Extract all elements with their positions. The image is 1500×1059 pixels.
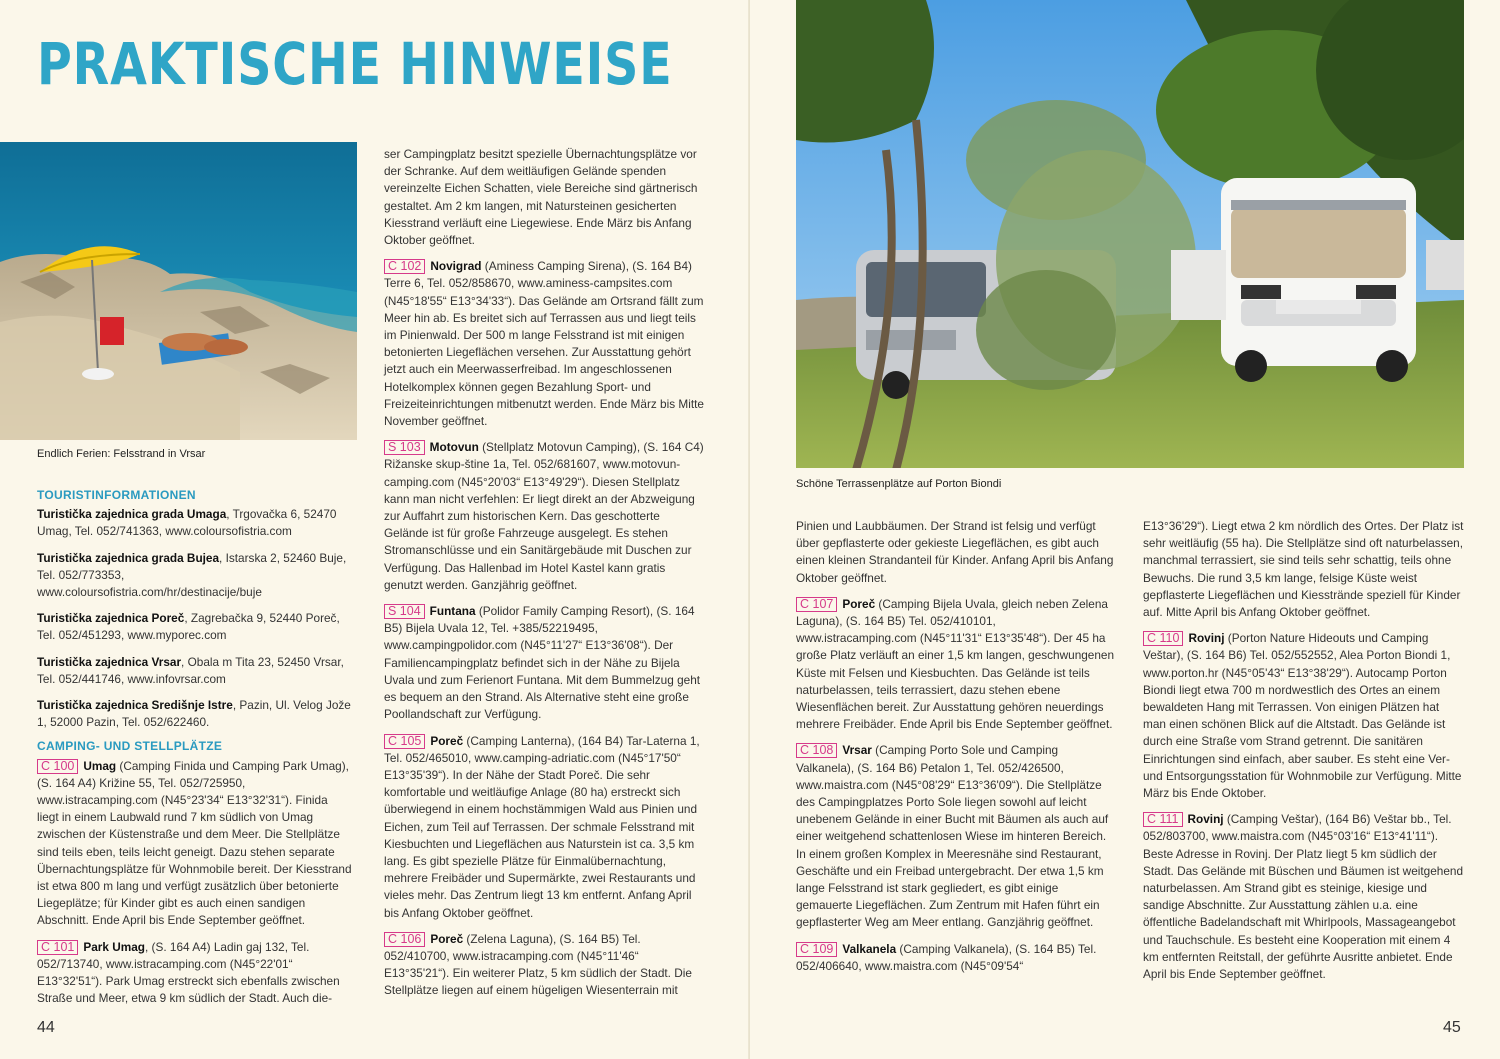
tourist-office-name: Turistička zajednica grada Bujea [37, 550, 220, 565]
tourist-office-details: , Trgovačka 6, 52470 Umag, Tel. 052/741363, www.coloursofistria.com [37, 507, 337, 539]
camping-entry [37, 939, 352, 1008]
site-name: Rovinj [1187, 812, 1224, 827]
tourist-office-name: Turistička zajednica Središnje Istre [37, 698, 233, 713]
page-number-right: 45 [1443, 1019, 1461, 1036]
camping-entry [796, 596, 1117, 734]
site-name: Funtana [429, 604, 476, 619]
camping-entries-col1 [37, 758, 352, 1008]
camping-entries-col3 [796, 596, 1117, 975]
camping-entry [384, 258, 704, 430]
camping-entry [384, 733, 704, 922]
site-code-badge: S 104 [384, 604, 425, 619]
camping-entry [796, 941, 1117, 975]
site-code-badge: C 102 [384, 259, 425, 274]
beach-photo [0, 142, 357, 440]
site-code-badge: C 105 [384, 734, 425, 749]
col4-intro-text: E13°36'29“). Liegt etwa 2 km nördlich des Ortes. Der Platz ist sehr weitläufig (55 ha). Die Stellplätze sind oft naturbelassen, manchmal terrassiert, sie sind teils sehr schattig, teils ohne Bewuchs. Die rund 3,5 km lange, felsige Küste weist gepflasterte Liegeflächen und Kiesstrände speziell für Kinder auf. Mitte April bis Anfang Oktober geöffnet. [1143, 519, 1464, 620]
camper-photo [796, 0, 1464, 468]
site-description: (Polidor Family Camping Resort), (S. 164 B5) Bijela Uvala 12, Tel. +385/52219495, www.campingpolidor.com (N45°11'27“ E13°36'08“). Der Familiencampingplatz befindet sich in der Nähe zu Bijela Uvala und zum Ferienort Funtana. Mit dem Bummelzug geht es bequem an den Strand. Als Alternative steht eine große Poollandschaft zur Verfügung. [384, 604, 701, 722]
camping-entries-col4 [1143, 630, 1464, 983]
tourist-info-entry [37, 550, 352, 602]
site-name: Park Umag [83, 939, 145, 954]
site-name: Valkanela [842, 941, 897, 956]
tourist-info-entry [37, 654, 352, 688]
tourist-info-entry [37, 697, 352, 731]
site-description: (Aminess Camping Sirena), (S. 164 B4) Terre 6, Tel. 052/858670, www.aminess-campsites.com (N45°18'55“ E13°34'33“). Das Gelände am Ortsrand fällt zum Meer hin ab. Es breitet sich auf Terrassen aus und liegt teils im Pinienwald. Der 500 m lange Felsstrand ist mit einigen betonierten Liegeflächen versehen. Zur Ausstattung gehört jetzt auch ein Meerwasserfreibad. Im angeschlossenen Hotelkomplex können gegen Bezahlung Sport- und Freizeiteinrichtungen mitbenutzt werden. Ende März bis Mitte November geöffnet. [384, 259, 704, 429]
tourist-office-name: Turistička zajednica Vrsar [37, 654, 182, 669]
site-description: (Stellplatz Motovun Camping), (S. 164 C4) Rižanske skup-štine 1a, Tel. 052/681607, www.motovun-camping.com (N45°20'03“ E13°49'29“). Diesen Stellplatz kann man nicht verfehlen: Er liegt direkt an der Abzweigung zur Auffahrt zum historischen Kern. Das geschotterte Gelände ist für große Fahrzeuge ausgelegt. Es stehen Stromanschlüsse und ein Sanitärgebäude mit Duschen zur Verfügung. Das Hallenbad im Hotel Kastel kann gratis genutzt werden. Ganzjährig geöffnet. [384, 440, 704, 592]
tourist-info-entry [37, 610, 352, 644]
site-description: (Camping Veštar), (164 B6) Veštar bb., Tel. 052/803700, www.maistra.com (N45°03'16“ E13°41'11“). Beste Adresse in Rovinj. Der Platz liegt 5 km südlich der Stadt. Das Gelände mit Büschen und Bäumen ist weitgehend naturbelassen. Am Strand gibt es steinige, kiesige und sandige Abschnitte. Zur Ausstattung zählen u.a. eine öffentliche Badelandschaft mit Whirlpools, Massageangebot und Tauchschule. Es besteht eine Kooperation mit einem 4 km entfernten Reitstall, der geführte Ausritte anbietet. Ende April bis Ende September geöffnet. [1143, 812, 1464, 982]
site-code-badge: C 108 [796, 743, 837, 758]
tourist-office-name: Turistička zajednica Poreč [37, 611, 185, 626]
site-description: (Camping Bijela Uvala, gleich neben Zelena Laguna), (S. 164 B5) Tel. 052/410101, www.istracamping.com (N45°11'31“ E13°35'48“). Der 45 ha große Platz verläuft an einer 1,5 km langen, geschwungenen Küste mit Felsen und Kiesbuchten. Das Gelände ist teils naturbelassen, teils terrassiert, dazu stehen ebene Wiesenflächen bereit. Zur Ausstattung gehören neuerdings mehrere Freibäder. Ende April bis Ende September geöffnet. [796, 596, 1115, 732]
column-1 [37, 487, 352, 1016]
col2-intro-text: ser Campingplatz besitzt spezielle Übernachtungsplätze vor der Schranke. Auf dem weitläufigen Gelände spenden vereinzelte Eichen Schatten, viele Bereiche sind gärtnerisch gestaltet. Am 2 km langen, mit Natursteinen gesicherten Kiesstrand verläuft eine Liegewiese. Ende März bis Anfang Oktober geöffnet. [384, 147, 698, 248]
right-page [750, 0, 1500, 1059]
site-name: Poreč [430, 931, 464, 946]
tourist-info-entry [37, 506, 352, 540]
column-3 [796, 518, 1117, 984]
tourist-info-list [37, 506, 352, 731]
tourist-info-heading: TOURISTINFORMATIONEN [37, 488, 196, 502]
site-name: Rovinj [1188, 631, 1225, 646]
site-description: (Camping Valkanela), (S. 164 B5) Tel. 052/406640, www.maistra.com (N45°09'54“ [796, 941, 1097, 973]
camper-photo-caption: Schöne Terrassenplätze auf Porton Biondi [796, 478, 1002, 490]
site-description: (Zelena Laguna), (S. 164 B5) Tel. 052/410700, www.istracamping.com (N45°11'46“ E13°35'21“). Ein weiterer Platz, 5 km südlich der Stadt. Die Stellplätze liegen auf einem hügeligen Wiesenterrain mit [384, 931, 692, 998]
tourist-office-details: , Zagrebačka 9, 52440 Poreč, Tel. 052/451293, www.myporec.com [37, 611, 340, 643]
beach-photo-caption: Endlich Ferien: Felsstrand in Vrsar [37, 448, 206, 460]
tourist-office-details: , Pazin, Ul. Velog Jože 1, 52000 Pazin, Tel. 052/622460. [37, 698, 351, 730]
site-description: (Camping Finida und Camping Park Umag), (S. 164 A4) Križine 55, Tel. 052/725950, www.istracamping.com (N45°23'34“ E13°32'31“). Finida liegt in einem Laubwald rund 7 km südlich von Umag zwischen der Küstenstraße und dem Meer. Die Stellplätze sind teils eben, teils leicht geneigt. Dazu stehen separate Übernachtungsplätze für Wohnmobile bereit. Der Kiesstrand ist etwa 800 m lang und verfügt zusätzlich über betonierte Liegeplätze; für Kinder gibt es auch einen sandigen Abschnitt. Ende April bis Ende September geöffnet. [37, 758, 352, 928]
site-name: Umag [83, 758, 117, 773]
camping-entry [384, 603, 704, 723]
site-code-badge: S 103 [384, 440, 425, 455]
site-code-badge: C 107 [796, 597, 837, 612]
column-4 [1143, 518, 1464, 992]
site-code-badge: C 100 [37, 759, 78, 774]
site-name: Motovun [429, 440, 479, 455]
camping-entry [1143, 630, 1464, 802]
page-number-left: 44 [37, 1019, 55, 1036]
tourist-office-details: , Istarska 2, 52460 Buje, Tel. 052/773353, www.coloursofistria.com/hr/destinacije/buje [37, 550, 347, 600]
camping-entry [796, 742, 1117, 931]
site-code-badge: C 110 [1143, 631, 1183, 646]
site-name: Poreč [430, 733, 464, 748]
camping-entry [1143, 811, 1464, 983]
col3-intro-text: Pinien und Laubbäumen. Der Strand ist felsig und verfügt über gepflasterte oder gekieste Liegeflächen, es gibt auch einen kleinen Strandanteil für Kinder. Anfang April bis Anfang Oktober geöffnet. [796, 519, 1114, 585]
site-description: , (S. 164 A4) Ladin gaj 132, Tel. 052/713740, www.istracamping.com (N45°22'01“ E13°32'51“). Park Umag erstreckt sich ebenfalls zwischen Straße und Meer, etwa 9 km südlich der Stadt. Auch die- [37, 939, 340, 1006]
column-2 [384, 146, 704, 1009]
site-description: (Camping Porto Sole und Camping Valkanela), (S. 164 B6) Petalon 1, Tel. 052/426500, www.maistra.com (N45°08'29“ E13°36'09“). Die Stellplätze des Campingplatzes Porto Sole liegen sowohl auf leicht unebenem Gelände in einer Bucht mit Bäumen als auch auf einer weitgehend schattenlosen Wiese im hinteren Bereich. In einem großen Komplex in Meeresnähe sind Restaurant, Geschäfte und ein Freibad untergebracht. Der etwa 1,5 km lange Felsstrand ist stark gegliedert, es gibt einige gemauerte Liegeflächen. Zum Zentrum mit Hafen führt ein gepflasterter Weg am Meer entlang. Ganzjährig geöffnet. [796, 743, 1109, 930]
camping-entry [384, 439, 704, 594]
site-name: Poreč [842, 596, 876, 611]
site-description: (Camping Lanterna), (164 B4) Tar-Laterna 1, Tel. 052/465010, www.camping-adriatic.com (N45°17'50“ E13°35'39“). In der Nähe der Stadt Poreč. Die sehr komfortable und weitläufige Anlage (80 ha) erstreckt sich überwiegend in einem hochstämmigen Wald aus Pinien und Eichen, zum Teil auf Terrassen. Der schmale Felsstrand mit Kiesbuchten und Liegeflächen aus Naturstein ist ca. 3,5 km lang. Es gibt spezielle Plätze für Einmalübernachtung, mehrere Freibäder und Supermärkte, zwei Restaurants und vieles mehr. Das Zentrum liegt 13 km entfernt. Anfang April bis Anfang Oktober geöffnet. [384, 733, 700, 920]
site-code-badge: C 109 [796, 942, 837, 957]
site-name: Novigrad [430, 259, 482, 274]
tourist-office-details: , Obala m Tita 23, 52450 Vrsar, Tel. 052/441746, www.infovrsar.com [37, 654, 344, 686]
site-name: Vrsar [842, 743, 872, 758]
camping-entries-col2 [384, 258, 704, 999]
camping-heading: CAMPING- UND STELLPLÄTZE [37, 739, 223, 754]
tourist-office-name: Turistička zajednica grada Umaga [37, 507, 227, 522]
site-code-badge: C 111 [1143, 812, 1183, 827]
site-description: (Porton Nature Hideouts und Camping Veštar), (S. 164 B6) Tel. 052/552552, Alea Porton Biondi 1, www.porton.hr (N45°05'43“ E13°38'29“). Autocamp Porton Biondi liegt etwa 700 m nordwestlich des Ortes an einem bewaldeten Hang mit Terrassen. Von einigen Plätzen hat man einen schönen Blick auf die Altstadt. Das Gelände ist durch eine Straße vom Strand getrennt. Die sanitären Einrichtungen sind einfach, aber sauber. Es steht eine Ver- und Entsorgungsstation für Wohnmobile zur Verfügung. Mitte März bis Ende Oktober. [1143, 631, 1462, 801]
camping-entry [384, 931, 704, 1000]
page-title: PRAKTISCHE HINWEISE [37, 30, 673, 98]
site-code-badge: C 106 [384, 932, 425, 947]
camping-entry [37, 758, 352, 930]
site-code-badge: C 101 [37, 940, 78, 955]
